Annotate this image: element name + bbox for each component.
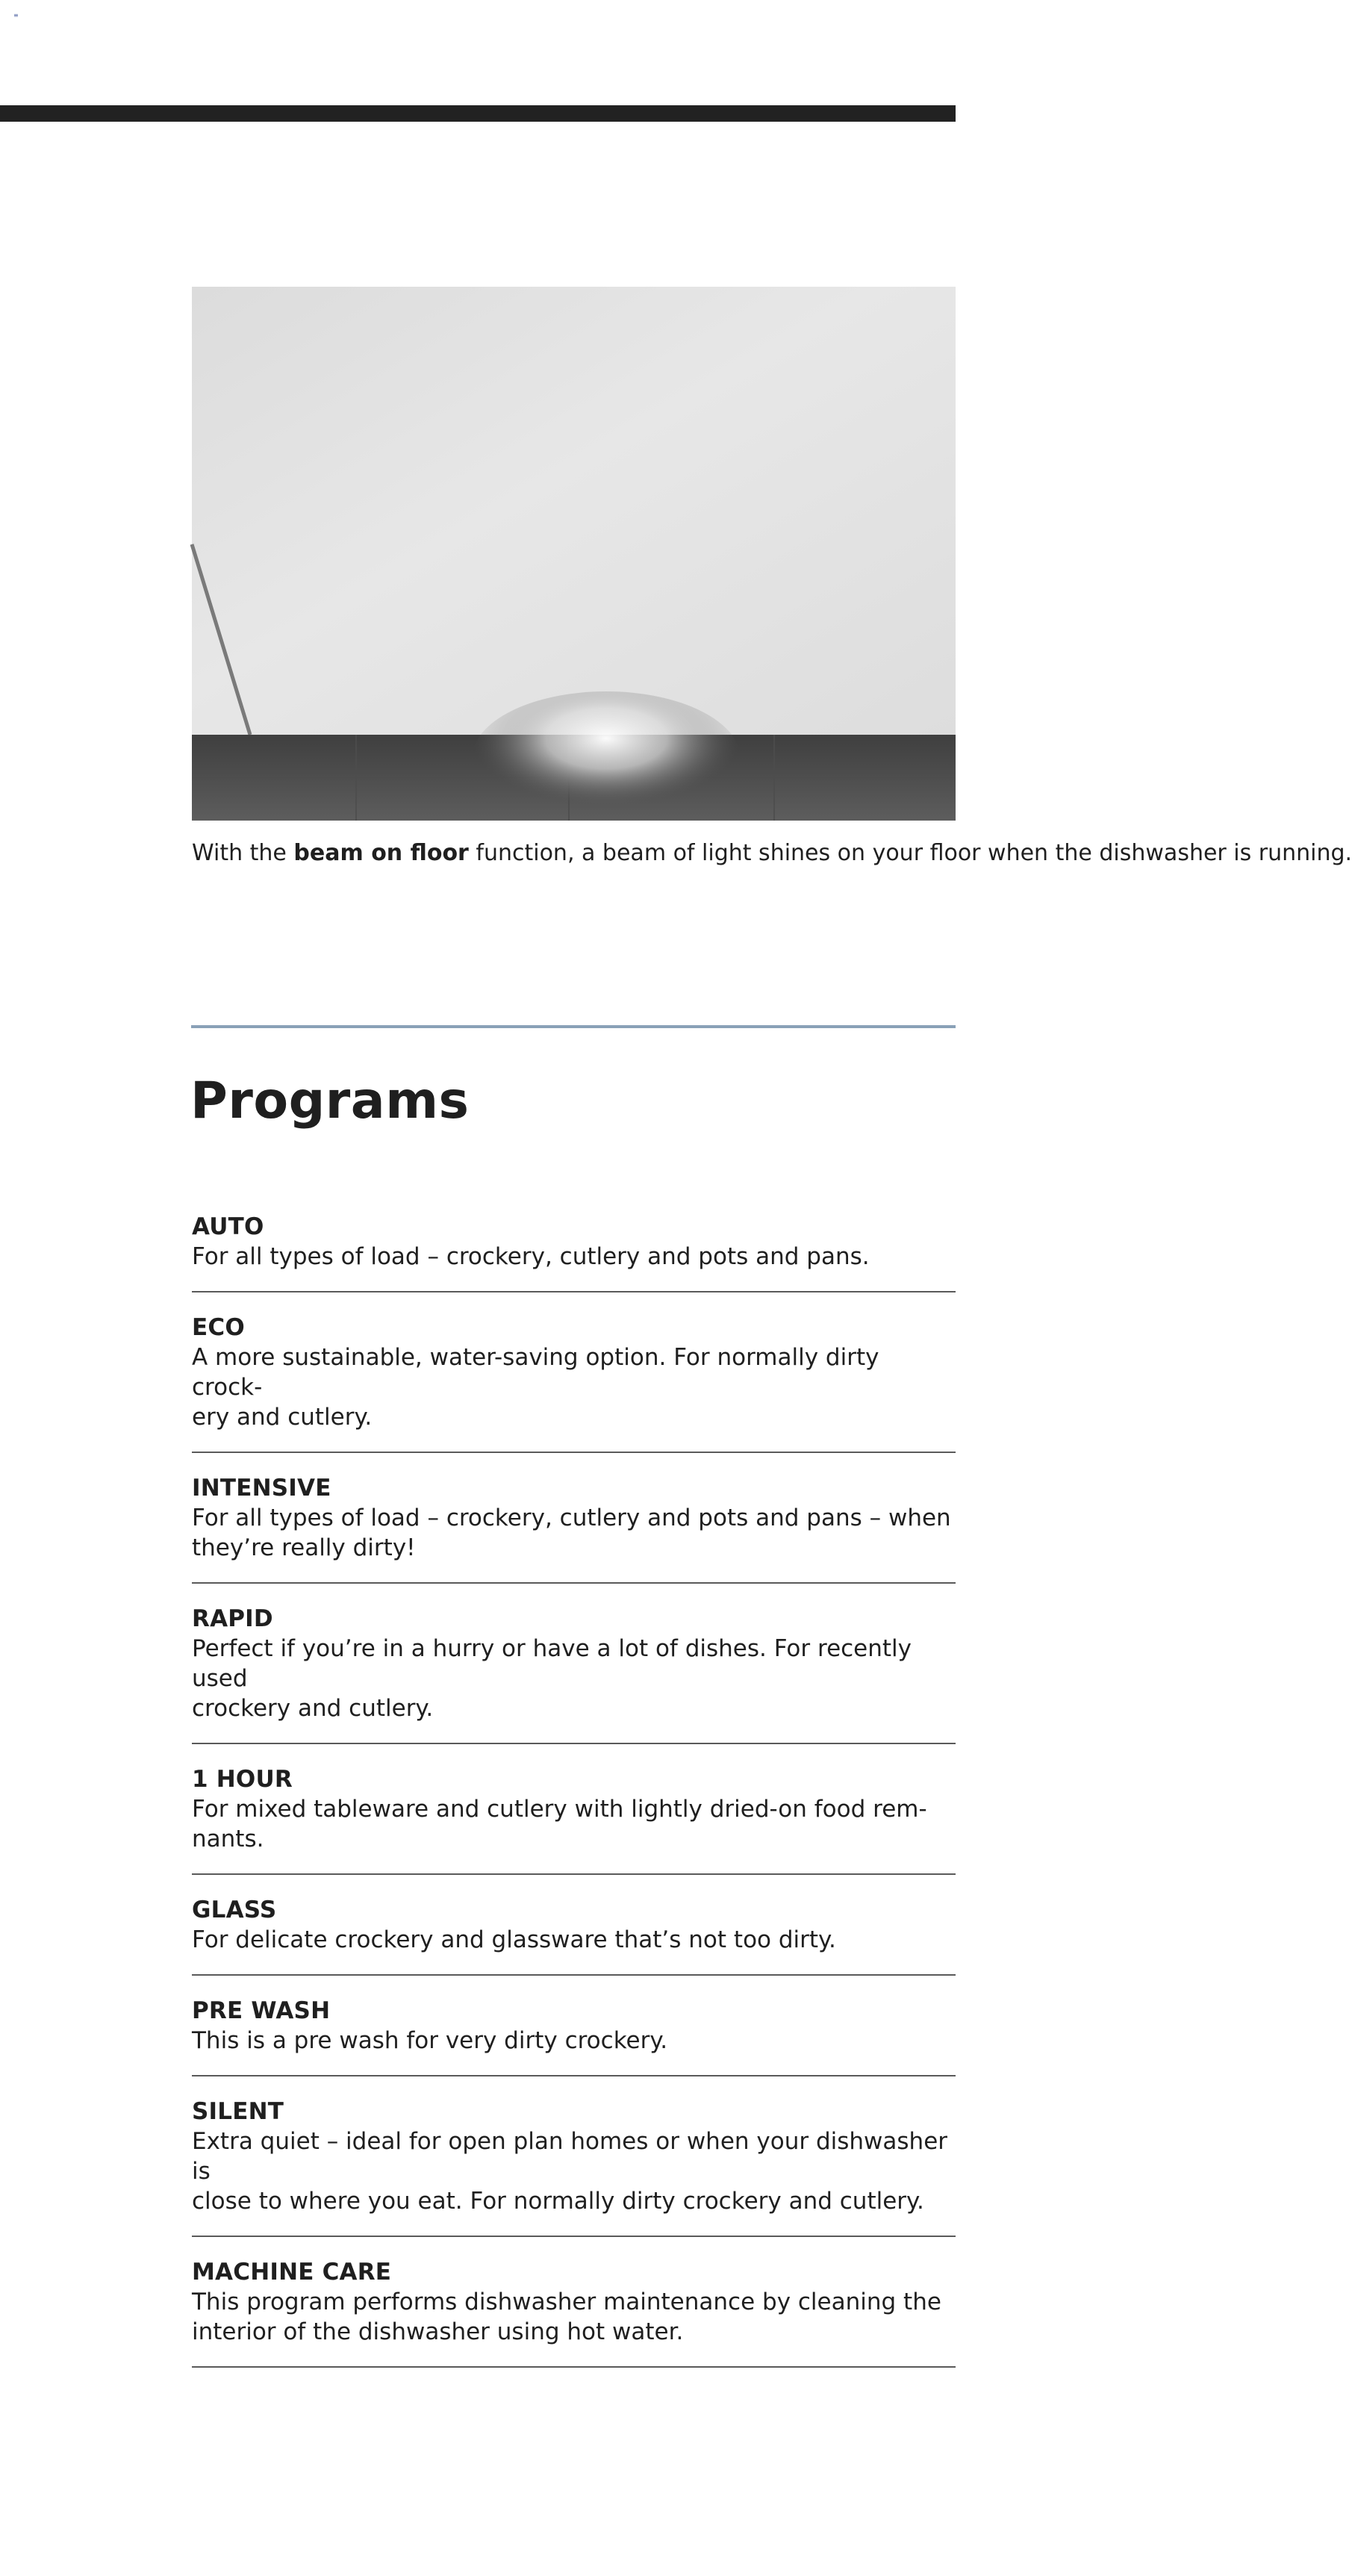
program-name: ECO xyxy=(192,1314,245,1341)
program-list xyxy=(192,1212,956,2388)
beam-on-floor-label: beam on floor xyxy=(293,840,469,866)
program-name: RAPID xyxy=(192,1605,273,1632)
programs-heading: Programs xyxy=(190,1071,470,1130)
program-name: SILENT xyxy=(192,2098,284,2125)
program-item xyxy=(192,2097,956,2237)
menu-icon[interactable]: ≡ xyxy=(13,12,19,19)
program-description: Extra quiet – ideal for open plan homes or when your dishwasher is close to where you eat. For normally dirty crockery and cutlery. xyxy=(192,2128,948,2215)
program-name: AUTO xyxy=(192,1213,264,1240)
top-bar xyxy=(0,105,956,122)
program-name: GLASS xyxy=(192,1897,277,1923)
program-description: A more sustainable, water-saving option. For normally dirty crock- ery and cutlery. xyxy=(192,1344,879,1431)
program-description: Perfect if you’re in a hurry or have a lot of dishes. For recently used crockery and cutlery. xyxy=(192,1635,912,1722)
dishwasher-photo xyxy=(192,287,956,821)
program-name: 1 HOUR xyxy=(192,1766,293,1793)
program-item xyxy=(192,1473,956,1584)
program-item xyxy=(192,1996,956,2076)
section-divider xyxy=(191,1025,956,1028)
program-description: For delicate crockery and glassware that’s not too dirty. xyxy=(192,1926,836,1953)
program-name: PRE WASH xyxy=(192,1997,331,2024)
light-beam xyxy=(472,691,741,826)
program-item xyxy=(192,1895,956,1976)
caption-text-before: With the xyxy=(192,840,294,866)
program-description: For all types of load – crockery, cutlery and pots and pans – when they’re really dirty! xyxy=(192,1505,951,1561)
caption-text-after: function, a beam of light shines on your floor when the dishwasher is running. xyxy=(468,840,1352,866)
program-item xyxy=(192,1212,956,1292)
program-description: For all types of load – crockery, cutlery and pots and pans. xyxy=(192,1243,870,1270)
hero-image xyxy=(192,287,956,821)
program-name: MACHINE CARE xyxy=(192,2259,392,2286)
program-description: For mixed tableware and cutlery with lightly dried-on food rem- nants. xyxy=(192,1796,927,1852)
program-description: This program performs dishwasher maintenance by cleaning the interior of the dishwasher using hot water. xyxy=(192,2289,941,2345)
beam-on-floor-caption xyxy=(192,838,1352,868)
program-item xyxy=(192,1313,956,1453)
program-description: This is a pre wash for very dirty crockery. xyxy=(192,2027,668,2054)
program-item xyxy=(192,1764,956,1875)
program-name: INTENSIVE xyxy=(192,1475,331,1502)
dishwasher-panel xyxy=(192,287,956,735)
program-item xyxy=(192,2257,956,2368)
program-item xyxy=(192,1604,956,1744)
